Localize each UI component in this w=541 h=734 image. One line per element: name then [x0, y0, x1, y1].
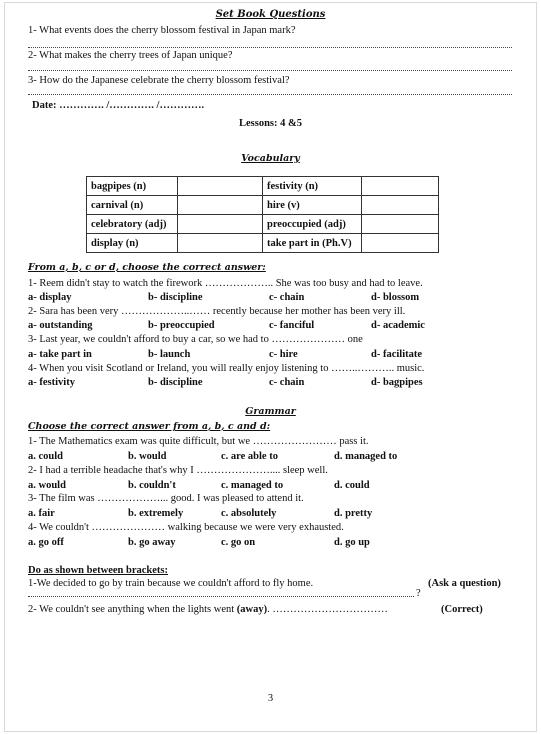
answer-line-2: [28, 70, 512, 71]
grammar-title: Grammar: [245, 406, 296, 417]
grammar-q1-option-c: c. are able to: [221, 451, 278, 462]
grammar-q1-option-d: d. managed to: [334, 451, 398, 462]
grammar-q2-option-a: a. would: [28, 480, 66, 491]
answer-line-3: [28, 94, 512, 95]
mcq1-q1-option-b: b- discipline: [148, 292, 203, 303]
mcq1-q4-option-d: d- bagpipes: [371, 377, 423, 388]
vocab-cell: [362, 234, 439, 253]
mcq1-q1-option-d: d- blossom: [371, 292, 420, 303]
vocabulary-title: Vocabulary: [241, 153, 300, 164]
vocab-cell: take part in (Ph.V): [263, 234, 362, 253]
mcq1-q4-option-c: c- chain: [269, 377, 305, 388]
set-book-question-1: 1- What events does the cherry blossom festival in Japan mark?: [28, 25, 296, 36]
grammar-question-3: 3- The film was ………………... good. I was pleased to attend it.: [28, 493, 304, 504]
grammar-q2-option-c: c. managed to: [221, 480, 284, 491]
mcq1-q2-option-d: d- academic: [371, 320, 425, 331]
brackets-q1-question-mark: ?: [416, 588, 421, 599]
mcq1-q1-option-c: c- chain: [269, 292, 305, 303]
vocab-cell: [178, 196, 263, 215]
grammar-q3-option-a: a. fair: [28, 508, 55, 519]
vocab-cell: [362, 177, 439, 196]
grammar-q1-option-a: a. could: [28, 451, 64, 462]
grammar-q4-option-c: c. go on: [221, 537, 256, 548]
mcq1-question-1: 1- Reem didn't stay to watch the firework ……………….. She was too busy and had to leave.: [28, 278, 423, 289]
mcq1-q3-option-b: b- launch: [148, 349, 191, 360]
vocab-row: [87, 196, 439, 215]
mcq1-title: From a, b, c or d, choose the correct answer:: [28, 262, 266, 273]
vocab-cell: [178, 177, 263, 196]
lessons-heading: Lessons: 4 &5: [238, 118, 302, 129]
mcq1-q4-option-a: a- festivity: [28, 377, 75, 388]
brackets-question-1: 1-We decided to go by train because we couldn't afford to fly home.: [28, 578, 314, 589]
brackets-q2-bold: (away): [236, 604, 268, 615]
vocabulary-table: [86, 176, 439, 253]
grammar-q3-option-d: d. pretty: [334, 508, 373, 519]
mcq1-q2-option-b: b- preoccupied: [148, 320, 215, 331]
vocab-cell: celebratory (adj): [87, 215, 178, 234]
mcq1-q1-option-a: a- display: [28, 292, 72, 303]
grammar-question-4: 4- We couldn't ………………… walking because we were very exhausted.: [28, 522, 344, 533]
vocab-cell: [178, 234, 263, 253]
vocab-cell: [362, 196, 439, 215]
set-book-question-3: 3- How do the Japanese celebrate the cherry blossom festival?: [28, 75, 290, 86]
vocab-cell: [362, 215, 439, 234]
vocab-cell: hire (v): [263, 196, 362, 215]
vocab-row: [87, 234, 439, 253]
date-field: Date: …………. /…………. /………….: [32, 100, 205, 111]
grammar-subtitle: Choose the correct answer from a, b, c and d:: [28, 421, 271, 432]
brackets-q1-instruction: (Ask a question): [428, 578, 501, 589]
set-book-title: Set Book Questions: [215, 9, 326, 20]
mcq1-q3-option-c: c- hire: [269, 349, 298, 360]
mcq1-q4-option-b: b- discipline: [148, 377, 203, 388]
answer-line-1: [28, 47, 512, 48]
grammar-q3-option-c: c. absolutely: [221, 508, 277, 519]
brackets-question-2: [28, 604, 388, 615]
vocab-cell: carnival (n): [87, 196, 178, 215]
mcq1-question-4: 4- When you visit Scotland or Ireland, you will really enjoy listening to ……..……….. music.: [28, 363, 425, 374]
vocab-cell: display (n): [87, 234, 178, 253]
mcq1-question-3: 3- Last year, we couldn't afford to buy a car, so we had to ………………… one: [28, 334, 363, 345]
answer-line-brackets-1: [28, 596, 414, 597]
brackets-q2-instruction: (Correct): [441, 604, 483, 615]
page-number: 3: [267, 693, 274, 704]
grammar-question-2: 2- I had a terrible headache that's why I ………………….... sleep well.: [28, 465, 328, 476]
vocab-cell: [178, 215, 263, 234]
brackets-q2-text-a: 2- We couldn't see anything when the lights went: [28, 604, 237, 615]
vocab-cell: festivity (n): [263, 177, 362, 196]
set-book-question-2: 2- What makes the cherry trees of Japan unique?: [28, 50, 233, 61]
mcq1-q3-option-a: a- take part in: [28, 349, 92, 360]
brackets-q2-text-b: . ……………………………: [267, 604, 388, 615]
grammar-question-1: 1- The Mathematics exam was quite difficult, but we …………………… pass it.: [28, 436, 369, 447]
vocab-row: [87, 215, 439, 234]
vocab-cell: preoccupied (adj): [263, 215, 362, 234]
mcq1-q2-option-a: a- outstanding: [28, 320, 93, 331]
mcq1-question-2: 2- Sara has been very ………………..…… recently because her mother has been very ill.: [28, 306, 406, 317]
brackets-title: Do as shown between brackets:: [28, 565, 168, 576]
grammar-q2-option-b: b. couldn't: [128, 480, 176, 491]
grammar-q4-option-b: b. go away: [128, 537, 176, 548]
mcq1-q2-option-c: c- fanciful: [269, 320, 315, 331]
vocab-cell: bagpipes (n): [87, 177, 178, 196]
vocab-row: [87, 177, 439, 196]
grammar-q4-option-d: d. go up: [334, 537, 370, 548]
grammar-q4-option-a: a. go off: [28, 537, 64, 548]
mcq1-q3-option-d: d- facilitate: [371, 349, 423, 360]
grammar-q2-option-d: d. could: [334, 480, 370, 491]
grammar-q3-option-b: b. extremely: [128, 508, 184, 519]
grammar-q1-option-b: b. would: [128, 451, 167, 462]
